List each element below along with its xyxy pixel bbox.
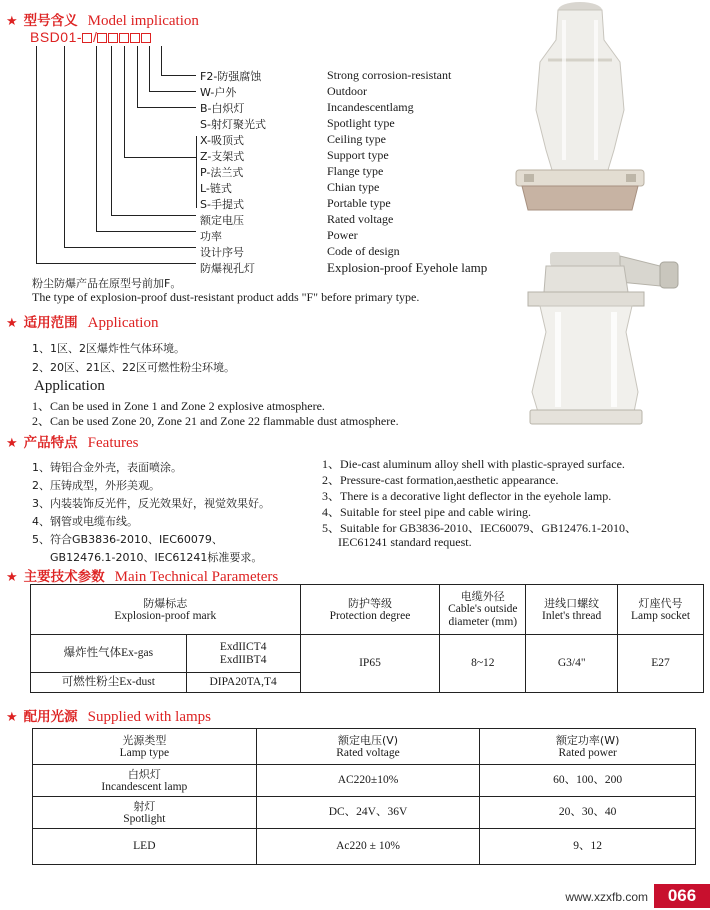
- section-zh: 型号含义: [23, 13, 78, 29]
- feature-en-item: 3、There is a decorative light deflector in the eyehole lamp.: [322, 489, 612, 503]
- model-item-en: Incandescentlamg: [327, 100, 414, 114]
- application-en-title: Application: [34, 378, 105, 394]
- model-item-zh: W-户外: [200, 86, 237, 99]
- model-item-zh: S-手提式: [200, 198, 244, 211]
- params-row-gas: [31, 635, 704, 673]
- section-zh: 配用光源: [23, 709, 78, 725]
- lamp-voltage-cell: Ac220 ± 10%: [256, 829, 480, 865]
- model-item-zh: B-白炽灯: [200, 102, 245, 115]
- header-inlet: 进线口螺纹 Inlet's thread: [526, 585, 618, 635]
- lamps-row: [33, 765, 696, 797]
- model-item-zh: S-射灯聚光式: [200, 118, 266, 131]
- model-code-text: BSD01-: [30, 29, 83, 45]
- model-code-boxes: [82, 29, 93, 46]
- feature-en-item: 4、Suitable for steel pipe and cable wiring.: [322, 505, 531, 519]
- feature-zh-item: 3、内装装饰反光件，反光效果好，视觉效果好。: [32, 497, 270, 510]
- model-item-en: Support type: [327, 148, 389, 162]
- feature-zh-item: 2、压铸成型，外形美观。: [32, 479, 160, 492]
- section-title-lamps: [6, 705, 211, 726]
- star-icon: ★: [6, 315, 18, 330]
- model-item-en: Outdoor: [327, 84, 367, 98]
- protection-value: IP65: [300, 635, 440, 693]
- model-item-en: Strong corrosion-resistant: [327, 68, 452, 82]
- model-code: BSD01- /: [30, 29, 152, 47]
- lamps-row: [33, 797, 696, 829]
- model-item-zh: 功率: [200, 230, 222, 243]
- lamp-voltage-cell: DC、24V、36V: [256, 797, 480, 829]
- header-cable: 电缆外径 Cable's outside diameter (mm): [440, 585, 526, 635]
- socket-value: E27: [618, 635, 704, 693]
- model-item-en: Chian type: [327, 180, 380, 194]
- application-zh-item: 2、20区、21区、22区可燃性粉尘环境。: [32, 361, 235, 374]
- model-item-zh: Z-支架式: [200, 150, 245, 163]
- dust-mark: DIPA20TA,T4: [186, 673, 300, 693]
- section-en: Main Technical Parameters: [114, 569, 279, 585]
- header-rated-power: 额定功率(W) Rated power: [480, 729, 696, 765]
- section-title-features: [6, 431, 138, 452]
- lamps-header-row: [33, 729, 696, 765]
- model-item-en: Ceiling type: [327, 132, 386, 146]
- model-item-en: Flange type: [327, 164, 384, 178]
- star-icon: ★: [6, 13, 18, 28]
- model-code-boxes-2: [97, 29, 152, 46]
- lamp-power-cell: 20、30、40: [480, 797, 696, 829]
- lamp-voltage-cell: AC220±10%: [256, 765, 480, 797]
- model-note-zh: 粉尘防爆产品在原型号前加F。: [32, 277, 182, 290]
- feature-en-item: IEC61241 standard request.: [338, 535, 472, 549]
- model-item-zh: P-法兰式: [200, 166, 244, 179]
- model-note-en: The type of explosion-proof dust-resistant product adds "F" before primary type.: [32, 290, 420, 304]
- section-zh: 主要技术参数: [23, 569, 105, 585]
- star-icon: ★: [6, 709, 18, 724]
- model-item-en: Code of design: [327, 244, 400, 258]
- feature-en-item: 2、Pressure-cast formation,aesthetic appearance.: [322, 473, 559, 487]
- dust-label: 可燃性粉尘Ex-dust: [31, 673, 187, 693]
- feature-zh-item: 5、符合GB3836-2010、IEC60079、: [32, 533, 223, 546]
- section-title-application: [6, 311, 158, 332]
- model-item-en: Explosion-proof Eyehole lamp: [327, 260, 488, 275]
- model-item-zh: X-吸顶式: [200, 134, 244, 147]
- cable-value: 8~12: [440, 635, 526, 693]
- model-item-zh: 设计序号: [200, 246, 244, 259]
- section-zh: 产品特点: [23, 435, 78, 451]
- application-en-item: 2、Can be used Zone 20, Zone 21 and Zone 22 flammable dust atmosphere.: [32, 414, 399, 428]
- section-en: Supplied with lamps: [87, 709, 211, 725]
- model-item-en: Spotlight type: [327, 116, 395, 130]
- section-en: Model implication: [87, 13, 199, 29]
- model-item-zh: 防爆视孔灯: [200, 262, 255, 275]
- feature-zh-item: 1、铸铝合金外壳，表面喷涂。: [32, 461, 182, 474]
- inlet-value: G3/4": [526, 635, 618, 693]
- lamp-image-bottom: [510, 252, 685, 427]
- model-item-zh: 额定电压: [200, 214, 244, 227]
- lamp-type-cell: 射灯 Spotlight: [33, 797, 257, 829]
- star-icon: ★: [6, 569, 18, 584]
- model-item-en: Power: [327, 228, 358, 242]
- params-table: [30, 584, 704, 693]
- section-title-model: [6, 9, 199, 30]
- model-item-zh: F2-防强腐蚀: [200, 70, 262, 83]
- gas-label: 爆炸性气体Ex-gas: [31, 635, 187, 673]
- header-mark: 防爆标志 Explosion-proof mark: [31, 585, 301, 635]
- section-en: Application: [87, 315, 159, 331]
- lamps-row: [33, 829, 696, 865]
- model-item-en: Portable type: [327, 196, 391, 210]
- header-lamp-type: 光源类型 Lamp type: [33, 729, 257, 765]
- header-rated-voltage: 额定电压(V) Rated voltage: [256, 729, 480, 765]
- section-title-params: [6, 565, 278, 586]
- feature-zh-item: 4、钢管或电缆布线。: [32, 515, 138, 528]
- model-item-zh: L-链式: [200, 182, 232, 195]
- section-en: Features: [87, 435, 139, 451]
- footer-url: www.xzxfb.com: [565, 890, 648, 904]
- feature-zh-item: GB12476.1-2010、IEC61241标准要求。: [50, 551, 263, 564]
- section-zh: 适用范围: [23, 315, 78, 331]
- params-header-row: [31, 585, 704, 635]
- feature-en-item: 1、Die-cast aluminum alloy shell with plastic-sprayed surface.: [322, 457, 625, 471]
- header-socket: 灯座代号 Lamp socket: [618, 585, 704, 635]
- page-number: 066: [654, 884, 710, 908]
- lamp-type-cell: 白炽灯 Incandescent lamp: [33, 765, 257, 797]
- lamp-type-cell: LED: [33, 829, 257, 865]
- header-protection: 防护等级 Protection degree: [300, 585, 440, 635]
- feature-en-item: 5、Suitable for GB3836-2010、IEC60079、GB12476.1-2010、: [322, 521, 637, 535]
- lamps-table: [32, 728, 696, 865]
- star-icon: ★: [6, 435, 18, 450]
- lamp-image-top: [508, 0, 648, 225]
- lamp-power-cell: 9、12: [480, 829, 696, 865]
- application-zh-item: 1、1区、2区爆炸性气体环境。: [32, 342, 185, 355]
- lamp-power-cell: 60、100、200: [480, 765, 696, 797]
- model-item-en: Rated voltage: [327, 212, 394, 226]
- gas-mark: ExdIICT4 ExdIIBT4: [186, 635, 300, 673]
- application-en-item: 1、Can be used in Zone 1 and Zone 2 explosive atmosphere.: [32, 399, 325, 413]
